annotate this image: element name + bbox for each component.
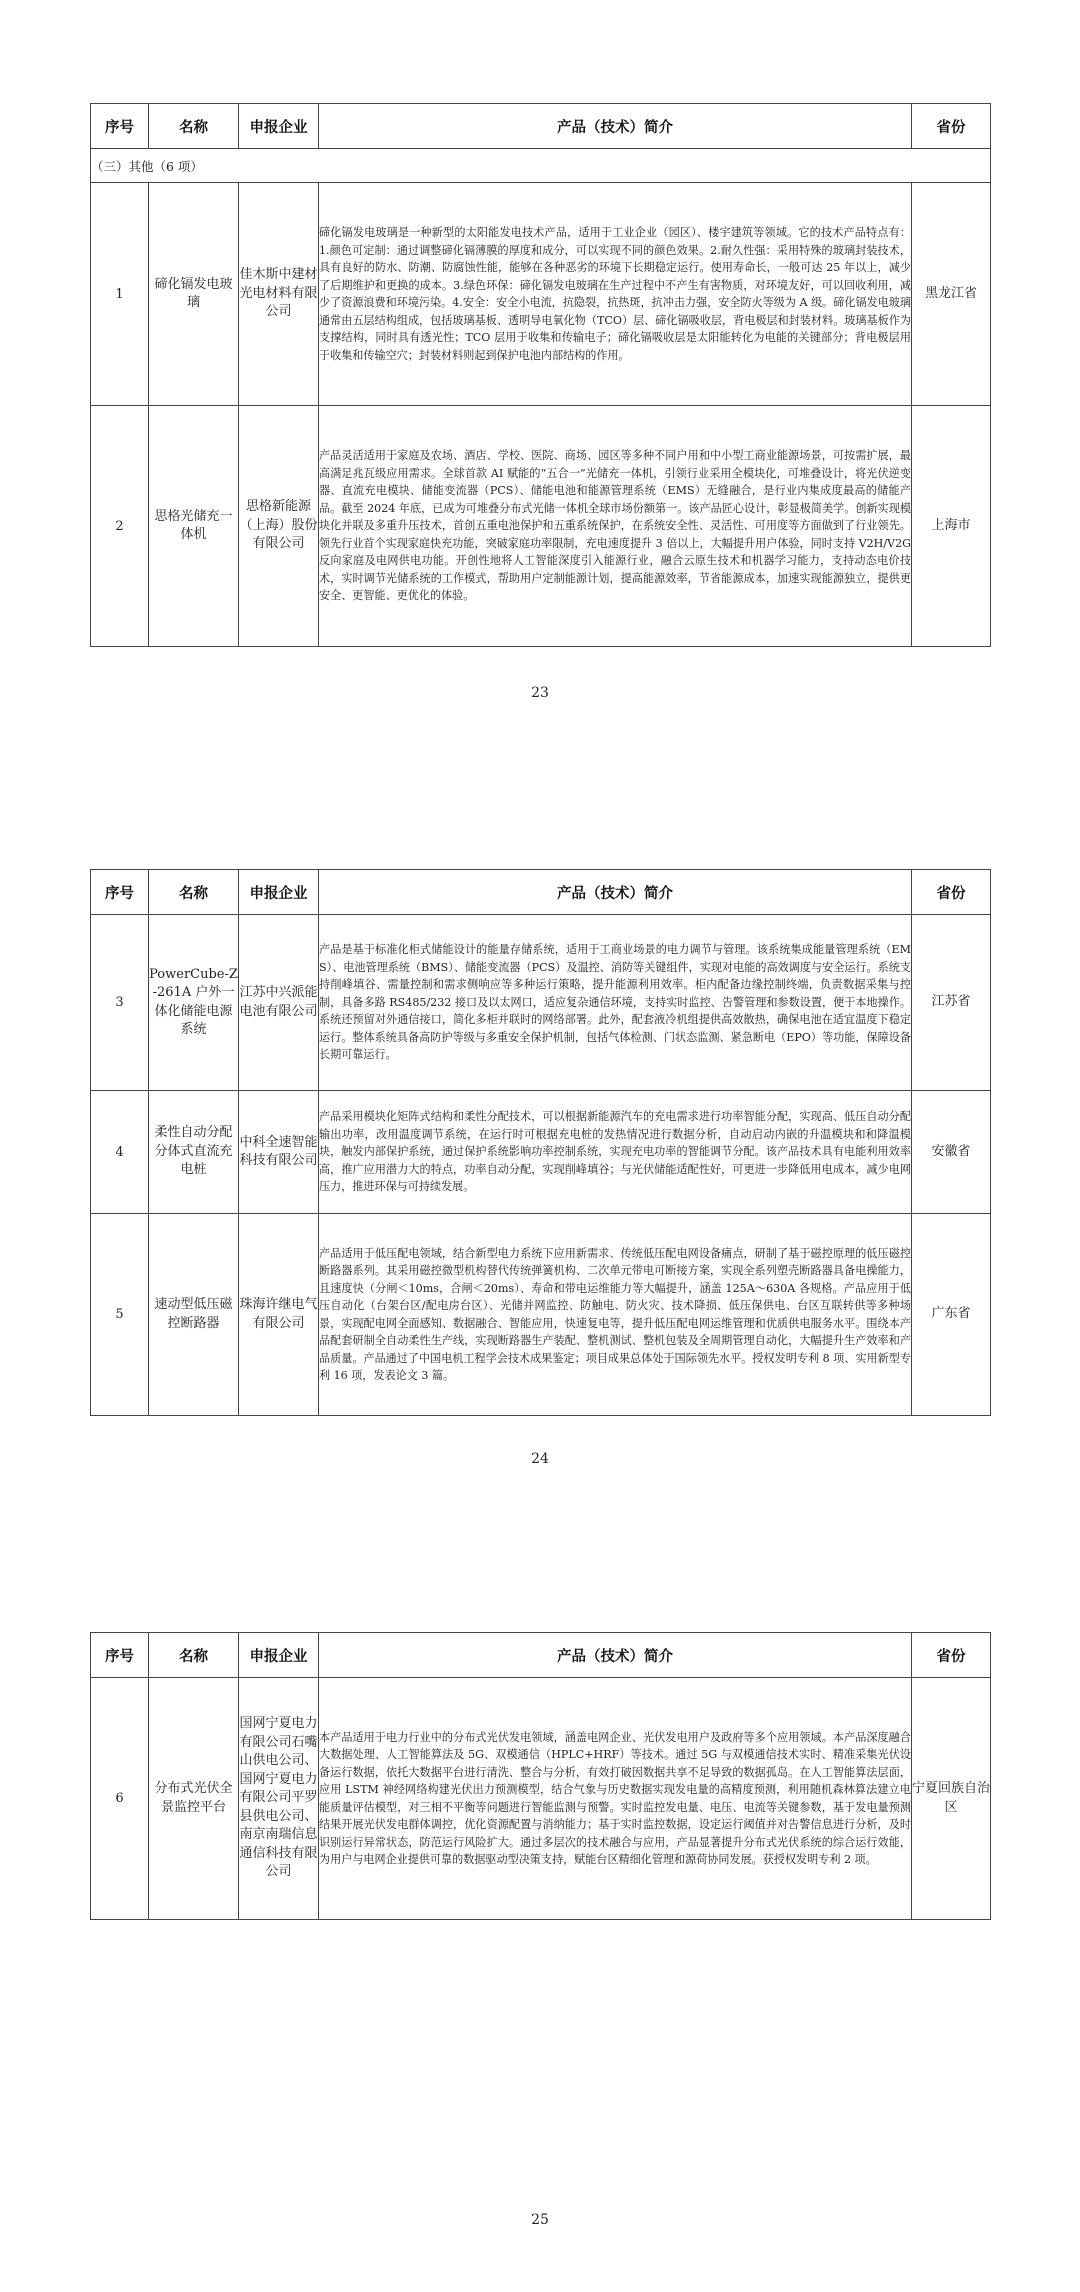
row-prov: 宁夏回族自治区 [912, 1678, 991, 1920]
row-seq: 1 [91, 183, 149, 406]
header-name: 名称 [149, 1633, 239, 1678]
table-row [91, 1214, 991, 1416]
page-number: 24 [531, 1451, 549, 1467]
row-seq: 3 [91, 915, 149, 1091]
header-org: 申报企业 [239, 1633, 319, 1678]
header-prov: 省份 [912, 104, 991, 149]
header-desc: 产品（技术）简介 [319, 870, 912, 915]
row-desc: 碲化镉发电玻璃是一种新型的太阳能发电技术产品，适用于工业企业（园区）、楼宇建筑等领域。它的技术产品特点有：1.颜色可定制：通过调整碲化镉薄膜的厚度和成分，可以实现不同的颜色效果。2.耐久性强：采用特殊的玻璃封装技术，具有良好的防水、防潮、防腐蚀性能，能够在各种恶劣的环境下长期稳定运行。使用寿命长，一般可达 25 年以上，减少了后期维护和更换的成本。3.绿色环保：碲化镉发电玻璃在生产过程中不产生有害物质，对环境友好，可以回收利用，减少了资源浪费和环境污染。4.安全：安全小电流，抗隐裂，抗热斑，抗冲击力强，安全防火等级为 A 级。碲化镉发电玻璃通常由五层结构组成，包括玻璃基板、透明导电氧化物（TCO）层、碲化镉吸收层，背电极层和封装材料。玻璃基板作为支撑结构，同时具有透光性；TCO 层用于收集和传输电子；碲化镉吸收层是太阳能转化为电能的关键部分；背电极层用于收集和传输空穴；封装材料则起到保护电池内部结构的作用。 [319, 183, 912, 406]
product-table [90, 103, 991, 647]
header-seq: 序号 [91, 870, 149, 915]
row-prov: 上海市 [912, 406, 991, 647]
page-number: 25 [531, 2212, 549, 2228]
table-row [91, 1091, 991, 1214]
header-name: 名称 [149, 870, 239, 915]
row-org: 思格新能源（上海）股份有限公司 [239, 406, 319, 647]
row-prov: 黑龙江省 [912, 183, 991, 406]
header-name: 名称 [149, 104, 239, 149]
row-desc: 本产品适用于电力行业中的分布式光伏发电领域，涵盖电网企业、光伏发电用户及政府等多个应用领域。本产品深度融合大数据处理、人工智能算法及 5G、双模通信（HPLC+HRF）等技术。通过 5G 与双模通信技术实时、精准采集光伏设备运行数据，依托大数据平台进行清洗、整合与分析，有效打破因数据共享不足导致的数据孤岛。在人工智能算法层面，应用 LSTM 神经网络构建光伏出力预测模型，结合气象与历史数据实现发电量的高精度预测，利用随机森林算法建立电能质量评估模型，对三相不平衡等问题进行智能监测与预警。实时监控发电量、电压、电流等关键参数，基于发电量预测结果开展光伏发电群体调控，优化资源配置与消纳能力；基于实时监控数据，设定运行阈值并对告警信息进行分析，及时识别运行异常状态，防范运行风险扩大。通过多层次的技术融合与应用，产品显著提升分布式光伏系统的综合运行效能，为用户与电网企业提供可靠的数据驱动型决策支持，赋能台区精细化管理和源荷协同发展。获授权发明专利 2 项。 [319, 1678, 912, 1920]
table-header-row [91, 1633, 991, 1678]
row-seq: 6 [91, 1678, 149, 1920]
row-org: 国网宁夏电力有限公司石嘴山供电公司、国网宁夏电力有限公司平罗县供电公司、南京南瑞信息通信科技有限公司 [239, 1678, 319, 1920]
row-org: 江苏中兴派能电池有限公司 [239, 915, 319, 1091]
header-org: 申报企业 [239, 104, 319, 149]
product-table [90, 869, 991, 1416]
row-prov: 江苏省 [912, 915, 991, 1091]
category-row [91, 149, 991, 183]
category-label: （三）其他（6 项） [91, 149, 991, 183]
row-desc: 产品采用模块化矩阵式结构和柔性分配技术，可以根据新能源汽车的充电需求进行功率智能分配，实现高、低压自动分配输出功率，改用温度调节系统，在运行时可根据充电桩的发热情况进行数据分析，自动启动内嵌的升温模块和和降温模块，触发内部保护系统，通过保护系统影响功率控制系统，实现充电功率的智能调节分配。该产品技术具有电能利用效率高，推广应用潜力大的特点，功率自动分配，实现削峰填谷；与光伏储能适配性好，可更进一步降低用电成本，减少电网压力，推进环保与可持续发展。 [319, 1091, 912, 1214]
row-name: 速动型低压磁控断路器 [149, 1214, 239, 1416]
row-prov: 广东省 [912, 1214, 991, 1416]
header-seq: 序号 [91, 1633, 149, 1678]
row-desc: 产品灵活适用于家庭及农场、酒店、学校、医院、商场、园区等多种不同户用和中小型工商业能源场景，可按需扩展，最高满足兆瓦级应用需求。全球首款 AI 赋能的“五合一”光储充一体机，引领行业采用全模块化，可堆叠设计，将光伏逆变器、直流充电模块、储能变流器（PCS）、储能电池和能源管理系统（EMS）无缝融合，是行业内集成度最高的储能产品。截至 2024 年底，已成为可堆叠分布式光储一体机全球市场份额第一。该产品匠心设计，彰显极简美学。创新实现模块化并联及多重升压技术，首创五重电池保护和五重系统保护，在系统安全性、灵活性、可用度等方面做到了行业领先。领先行业首个实现家庭快充功能，突破家庭功率限制，充电速度提升 3 倍以上，大幅提升用户体验，同时支持 V2H/V2G 反向家庭及电网供电功能。开创性地将人工智能深度引入能源行业，融合云原生技术和机器学习能力，支持动态电价技术，实时调节光储系统的工作模式，帮助用户定制能源计划，提高能源效率，节省能源成本，加速实现能源独立，提供更安全、更智能、更优化的体验。 [319, 406, 912, 647]
table-row [91, 1678, 991, 1920]
header-org: 申报企业 [239, 870, 319, 915]
table-row [91, 406, 991, 647]
row-name: 思格光储充一体机 [149, 406, 239, 647]
row-desc: 产品适用于低压配电领域，结合新型电力系统下应用新需求、传统低压配电网设备痛点，研制了基于磁控原理的低压磁控断路器系列。其采用磁控微型机构替代传统弹簧机构、二次单元带电可断接方案，实现全系列塑壳断路器具备电操能力，且速度快（分闸＜10ms，合闸＜20ms）、寿命和带电运维能力等大幅提升，涵盖 125A～630A 各规格。产品应用于低压自动化（台架台区/配电房台区）、光储并网监控、防触电、防火灾、技术降损、低压保供电、台区互联转供等多种场景，实现配电网全面感知、数据融合、智能应用，快速复电等，提升低压配电网运维管理和优质供电服务水平。围绕本产品配套研制全自动柔性生产线，实现断路器生产装配、整机测试、整机包装及全周期管理自动化，大幅提升生产效率和产品质量。产品通过了中国电机工程学会技术成果鉴定；项目成果总体处于国际领先水平。授权发明专利 8 项、实用新型专利 16 项，发表论文 3 篇。 [319, 1214, 912, 1416]
product-table [90, 1632, 991, 1920]
header-prov: 省份 [912, 1633, 991, 1678]
row-desc: 产品是基于标准化柜式储能设计的能量存储系统，适用于工商业场景的电力调节与管理。该系统集成能量管理系统（EMS）、电池管理系统（BMS）、储能变流器（PCS）及温控、消防等关键组件，实现对电能的高效调度与安全运行。系统支持削峰填谷、需量控制和需求侧响应等多种运行策略，提升能源利用效率。柜内配备边缘控制终端，负责数据采集与控制，具备多路 RS485/232 接口及以太网口，适应复杂通信环境，支持实时监控、告警管理和参数设置，便于本地操作。系统还预留对外通信接口，简化多柜并联时的网络部署。此外，配套液冷机组提供高效散热，确保电池在适宜温度下稳定运行。整体系统具备高防护等级与多重安全保护机制，包括气体检测、门状态监测、紧急断电（EPO）等功能，保障设备长期可靠运行。 [319, 915, 912, 1091]
page-number: 23 [531, 685, 549, 701]
row-seq: 2 [91, 406, 149, 647]
row-prov: 安徽省 [912, 1091, 991, 1214]
row-org: 中科全速智能科技有限公司 [239, 1091, 319, 1214]
header-desc: 产品（技术）简介 [319, 104, 912, 149]
row-name: PowerCube-Z-261A 户外一体化储能电源系统 [149, 915, 239, 1091]
row-org: 佳木斯中建材光电材料有限公司 [239, 183, 319, 406]
table-header-row [91, 870, 991, 915]
header-desc: 产品（技术）简介 [319, 1633, 912, 1678]
table-header-row [91, 104, 991, 149]
table-row [91, 183, 991, 406]
row-name: 柔性自动分配分体式直流充电桩 [149, 1091, 239, 1214]
row-name: 分布式光伏全景监控平台 [149, 1678, 239, 1920]
header-prov: 省份 [912, 870, 991, 915]
row-org: 珠海许继电气有限公司 [239, 1214, 319, 1416]
row-seq: 4 [91, 1091, 149, 1214]
row-seq: 5 [91, 1214, 149, 1416]
table-row [91, 915, 991, 1091]
row-name: 碲化镉发电玻璃 [149, 183, 239, 406]
header-seq: 序号 [91, 104, 149, 149]
